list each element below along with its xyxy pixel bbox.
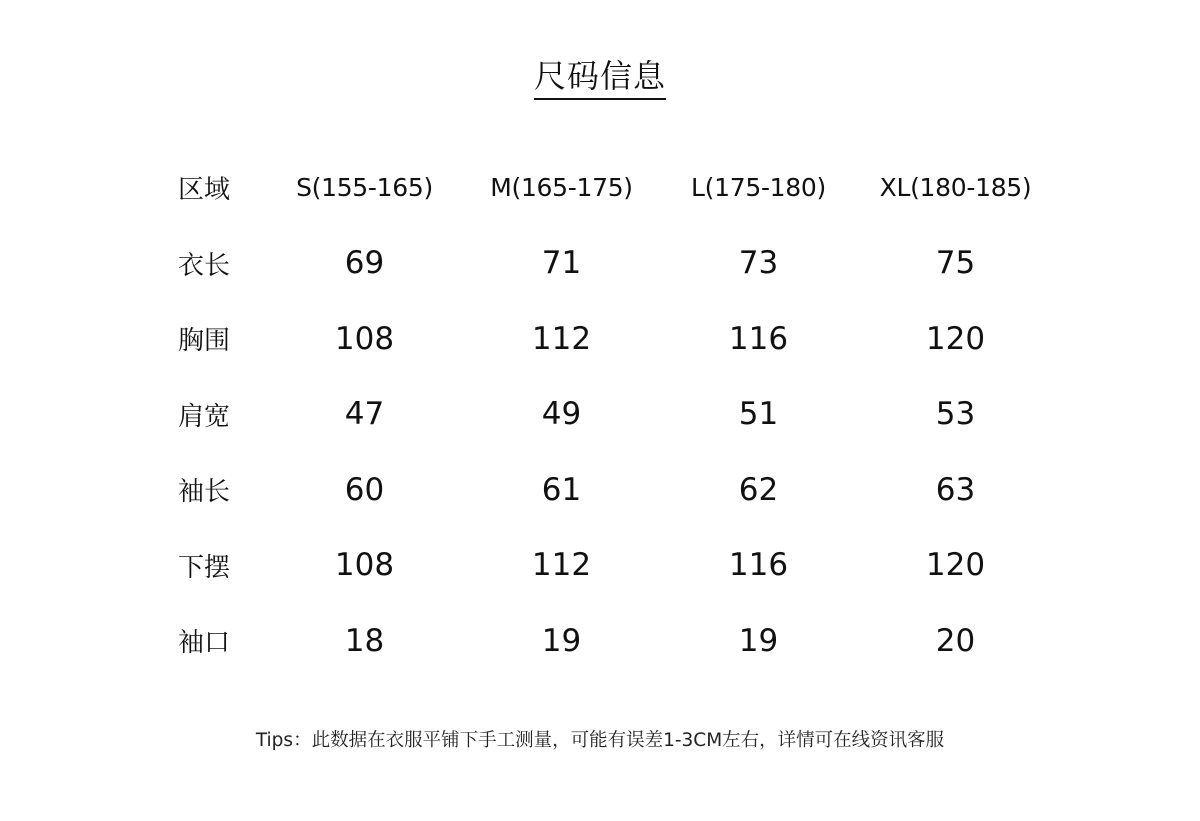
row-label: 衣长 [178, 250, 231, 281]
row-label: 袖长 [178, 477, 231, 508]
row-label: 胸围 [178, 326, 231, 357]
header-label: 区域 [178, 175, 231, 206]
header-size-m: M(165-175) [490, 173, 633, 203]
table-cell: 108 [334, 547, 395, 584]
table-cell: 20 [935, 622, 976, 659]
page-title-text: 尺码信息 [534, 56, 666, 100]
table-cell: 75 [935, 245, 976, 282]
table-row [178, 603, 1054, 679]
header-size-xl: XL(180-185) [879, 173, 1032, 203]
size-table [178, 150, 1054, 679]
table-row [178, 377, 1054, 453]
tips-note: Tips：此数据在衣服平铺下手工测量，可能有误差1-3CM左右，详情可在线资讯客服 [255, 730, 945, 751]
table-cell: 71 [541, 245, 582, 282]
row-label: 肩宽 [178, 401, 231, 432]
table-cell: 112 [531, 547, 592, 584]
table-cell: 120 [925, 320, 986, 357]
table-row [178, 226, 1054, 302]
table-cell: 112 [531, 320, 592, 357]
table-cell: 108 [334, 320, 395, 357]
table-cell: 18 [344, 622, 385, 659]
table-cell: 63 [935, 471, 976, 508]
table-cell: 60 [344, 471, 385, 508]
table-cell: 69 [344, 245, 385, 282]
table-cell: 62 [738, 471, 779, 508]
table-cell: 61 [541, 471, 582, 508]
table-cell: 120 [925, 547, 986, 584]
table-cell: 51 [738, 396, 779, 433]
header-size-s: S(155-165) [296, 173, 433, 203]
table-cell: 73 [738, 245, 779, 282]
table-cell: 47 [344, 396, 385, 433]
table-row [178, 301, 1054, 377]
page-title [0, 56, 1200, 100]
table-row [178, 528, 1054, 604]
table-cell: 116 [728, 320, 789, 357]
table-cell: 49 [541, 396, 582, 433]
header-size-l: L(175-180) [691, 173, 826, 203]
row-label: 下摆 [178, 552, 231, 583]
table-cell: 116 [728, 547, 789, 584]
table-row [178, 452, 1054, 528]
table-header-row [178, 150, 1054, 226]
table-cell: 19 [541, 622, 582, 659]
table-cell: 19 [738, 622, 779, 659]
table-cell: 53 [935, 396, 976, 433]
row-label: 袖口 [178, 628, 231, 659]
